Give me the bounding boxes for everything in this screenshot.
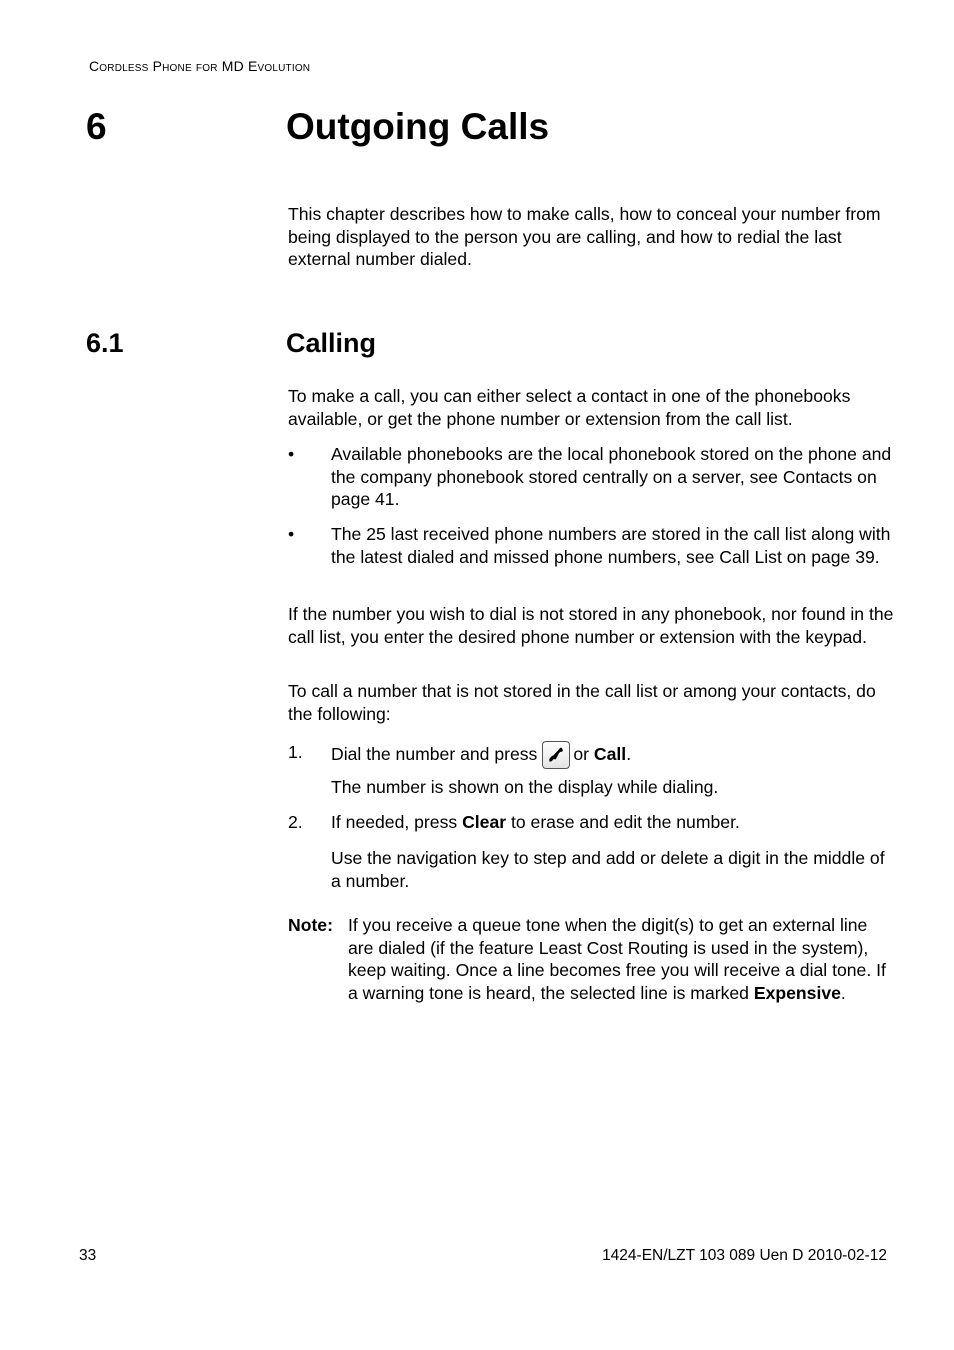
expensive-label: Expensive bbox=[753, 982, 841, 1003]
clear-softkey-label: Clear bbox=[462, 812, 507, 832]
call-key-icon bbox=[542, 741, 570, 769]
bullet-text: Available phonebooks are the local phonebook stored on the phone and the company phonebook stored centrally on a server, see Contacts on page 41. bbox=[331, 444, 892, 510]
section-intro: To make a call, you can either select a contact in one of the phonebooks available, or get the phone number or extension from the call list. bbox=[288, 386, 851, 429]
running-header: Cordless Phone for MD Evolution bbox=[89, 58, 311, 74]
section-number: 6.1 bbox=[86, 328, 124, 358]
step-2-subtext: Use the navigation key to step and add or delete a digit in the middle of a number. bbox=[331, 848, 885, 891]
step-text-after: . bbox=[626, 744, 632, 764]
step-1-subtext: The number is shown on the display while dialing. bbox=[331, 777, 719, 797]
step-text-after: to erase and edit the number. bbox=[510, 812, 740, 832]
step-number: 2. bbox=[288, 812, 303, 832]
step-text bbox=[331, 741, 894, 769]
note-label: Note: bbox=[288, 915, 333, 935]
bullet-text: The 25 last received phone numbers are stored in the call list along with the latest dialed and missed phone numbers, see Call List on page 39. bbox=[331, 524, 891, 567]
step-number: 1. bbox=[288, 742, 303, 762]
step-text-before: If needed, press bbox=[331, 812, 458, 832]
bullet-marker: • bbox=[288, 524, 295, 544]
chapter-number: 6 bbox=[86, 106, 107, 147]
document-reference: 1424-EN/LZT 103 089 Uen D 2010-02-12 bbox=[602, 1247, 887, 1264]
follow-paragraph: To call a number that is not stored in the call list or among your contacts, do the following: bbox=[288, 681, 876, 724]
section-title: Calling bbox=[286, 328, 377, 358]
page-number: 33 bbox=[79, 1247, 97, 1264]
note-body: If you receive a queue tone when the digit(s) to get an external line are dialed (if the feature Least Cost Routing is used in the system), keep waiting. Once a line becomes free you will receive a dial tone. If a warning tone is heard, the selected line is marked bbox=[348, 915, 886, 1003]
note-text bbox=[348, 914, 894, 1004]
keypad-paragraph: If the number you wish to dial is not stored in any phonebook, nor found in the call list, you enter the desired phone number or extension with the keypad. bbox=[288, 604, 894, 647]
chapter-title: Outgoing Calls bbox=[286, 106, 550, 147]
bullet-marker: • bbox=[288, 444, 295, 464]
call-softkey-label: Call bbox=[593, 744, 627, 764]
chapter-intro: This chapter describes how to make calls, how to conceal your number from being displayed to the person you are calling, and how to redial the last external number dialed. bbox=[288, 204, 881, 270]
step-text bbox=[331, 811, 894, 834]
step-text-middle: or bbox=[573, 744, 590, 764]
note-end: . bbox=[840, 982, 846, 1003]
step-text-before: Dial the number and press bbox=[331, 744, 538, 764]
